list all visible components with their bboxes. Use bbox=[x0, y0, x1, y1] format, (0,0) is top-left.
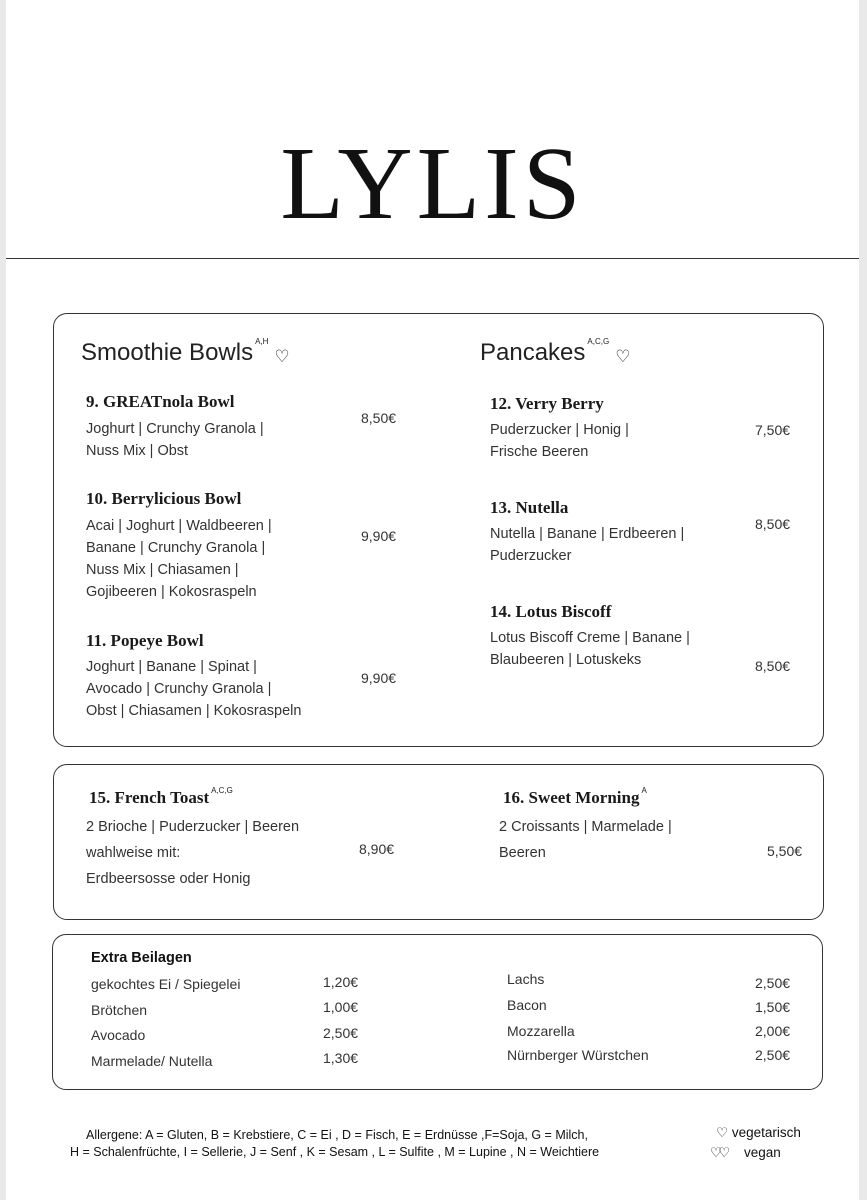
menu-item-name: 9. GREATnola Bowl bbox=[86, 392, 235, 411]
extra-item-price: 2,50€ bbox=[323, 1025, 359, 1041]
legend-vegetarian-label: vegetarisch bbox=[731, 1125, 801, 1140]
smoothie-allergens: A,H bbox=[255, 337, 269, 346]
description-line: Gojibeeren | Kokosraspeln bbox=[86, 584, 257, 600]
menu-item-description bbox=[86, 814, 299, 892]
description-line: Puderzucker | Honig | bbox=[490, 422, 629, 438]
heart-outline-icon: ♡ bbox=[716, 1125, 729, 1140]
menu-item-price: 8,50€ bbox=[755, 658, 791, 674]
menu-item-price: 8,50€ bbox=[755, 516, 791, 532]
menu-item-name bbox=[503, 788, 647, 808]
menu-item-price: 7,50€ bbox=[755, 422, 791, 438]
extra-item-price: 2,50€ bbox=[755, 975, 791, 991]
description-line: Joghurt | Crunchy Granola | bbox=[86, 421, 264, 437]
menu-item-name: 13. Nutella bbox=[490, 498, 569, 517]
extra-item-price: 2,50€ bbox=[755, 1047, 791, 1063]
menu-page bbox=[6, 0, 859, 1200]
description-line: Frische Beeren bbox=[490, 444, 589, 460]
legend-vegetarian bbox=[716, 1125, 801, 1141]
menu-item-description bbox=[490, 419, 629, 463]
description-line: Nuss Mix | Obst bbox=[86, 443, 189, 459]
legend-vegan bbox=[710, 1145, 781, 1161]
section-title-pancakes bbox=[480, 339, 630, 367]
section-title-smoothie-bowls bbox=[81, 339, 290, 367]
menu-item-name: 10. Berrylicious Bowl bbox=[86, 489, 242, 508]
description-line: Acai | Joghurt | Waldbeeren | bbox=[86, 518, 272, 534]
allergen-legend-line: Allergene: A = Gluten, B = Krebstiere, C = Ei , D = Fisch, E = Erdnüsse ,F=Soja, G = Milch, bbox=[86, 1128, 588, 1142]
description-line: Banane | Crunchy Granola | bbox=[86, 540, 266, 556]
legend-vegan-label: vegan bbox=[743, 1145, 781, 1160]
extra-item-price: 1,20€ bbox=[323, 974, 359, 990]
extra-item-price: 1,00€ bbox=[323, 999, 359, 1015]
description-line: Blaubeeren | Lotuskeks bbox=[490, 652, 642, 668]
description-line: Beeren bbox=[499, 845, 546, 861]
menu-item-description bbox=[86, 515, 272, 603]
extra-item-name: Mozzarella bbox=[507, 1023, 575, 1039]
extras-title: Extra Beilagen bbox=[91, 950, 192, 966]
description-line: 2 Croissants | Marmelade | bbox=[499, 819, 672, 835]
french-toast-allergens: A,C,G bbox=[211, 786, 233, 795]
description-line: Erdbeersosse oder Honig bbox=[86, 871, 251, 887]
header-divider bbox=[6, 258, 859, 259]
description-line: wahlweise mit: bbox=[86, 845, 181, 861]
menu-item-name: 12. Verry Berry bbox=[490, 394, 604, 413]
menu-item-price: 9,90€ bbox=[361, 670, 397, 686]
extra-item-price: 1,50€ bbox=[755, 999, 791, 1015]
description-line: Nuss Mix | Chiasamen | bbox=[86, 562, 239, 578]
extra-item-name: Avocado bbox=[91, 1027, 146, 1043]
description-line: Puderzucker bbox=[490, 548, 572, 564]
description-line: Avocado | Crunchy Granola | bbox=[86, 681, 272, 697]
menu-item-price: 5,50€ bbox=[767, 843, 803, 859]
menu-item-description bbox=[499, 814, 672, 866]
extra-item-name: Nürnberger Würstchen bbox=[507, 1047, 649, 1063]
sweet-morning-name: 16. Sweet Morning bbox=[503, 788, 640, 807]
smoothie-title-text: Smoothie Bowls bbox=[81, 339, 254, 366]
menu-item-description bbox=[86, 418, 264, 462]
description-line: 2 Brioche | Puderzucker | Beeren bbox=[86, 819, 300, 835]
menu-item-description bbox=[490, 523, 684, 567]
description-line: Nutella | Banane | Erdbeeren | bbox=[490, 526, 685, 542]
menu-item-description bbox=[490, 627, 690, 671]
french-toast-name: 15. French Toast bbox=[89, 788, 210, 807]
menu-item-price: 9,90€ bbox=[361, 528, 397, 544]
extra-item-price: 1,30€ bbox=[323, 1050, 359, 1066]
vegetarian-heart-icon: ♡ bbox=[274, 347, 290, 366]
brand-title: LYLIS bbox=[280, 126, 585, 241]
extra-item-name: gekochtes Ei / Spiegelei bbox=[91, 976, 241, 992]
double-heart-outline-icon: ♡♡ bbox=[710, 1145, 727, 1160]
extra-item-name: Brötchen bbox=[91, 1002, 148, 1018]
extra-item-name: Marmelade/ Nutella bbox=[91, 1053, 213, 1069]
vegetarian-heart-icon: ♡ bbox=[615, 347, 631, 366]
menu-item-name: 14. Lotus Biscoff bbox=[490, 602, 612, 621]
pancakes-allergens: A,C,G bbox=[587, 337, 610, 346]
menu-item-price: 8,50€ bbox=[361, 410, 397, 426]
extra-item-name: Lachs bbox=[507, 971, 545, 987]
description-line: Joghurt | Banane | Spinat | bbox=[86, 659, 257, 675]
pancakes-title-text: Pancakes bbox=[480, 339, 586, 366]
menu-item-name: 11. Popeye Bowl bbox=[86, 631, 204, 650]
description-line: Lotus Biscoff Creme | Banane | bbox=[490, 630, 690, 646]
menu-item-name bbox=[89, 788, 233, 808]
menu-item-price: 8,90€ bbox=[359, 841, 395, 857]
allergen-legend-line: H = Schalenfrüchte, I = Sellerie, J = Senf , K = Sesam , L = Sulfite , M = Lupine , N = Weichtiere bbox=[70, 1145, 600, 1159]
sweet-morning-allergens: A bbox=[641, 786, 647, 795]
extra-item-name: Bacon bbox=[507, 997, 547, 1013]
menu-item-description bbox=[86, 656, 301, 722]
extra-item-price: 2,00€ bbox=[755, 1023, 791, 1039]
description-line: Obst | Chiasamen | Kokosraspeln bbox=[86, 703, 302, 719]
